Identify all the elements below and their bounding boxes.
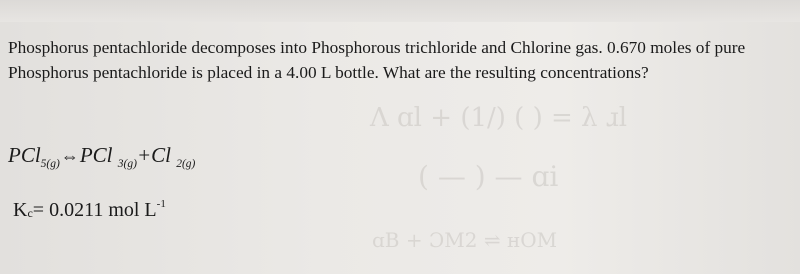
- product1-subscript: 3(g): [117, 158, 137, 170]
- kc-exponent: -1: [156, 198, 166, 210]
- equilibrium-arrow: ⇔: [60, 146, 79, 166]
- product1-formula: PCl: [79, 143, 113, 167]
- bleed-through-mark: ɑB + ƆM2 ⇌ ʜOM: [372, 228, 558, 252]
- product2-formula: Cl: [151, 143, 171, 167]
- kc-value: 0.0211 mol L: [49, 199, 157, 221]
- question-text: Phosphorus pentachloride decomposes into Phosphorous trichloride and Chlorine gas. 0.670 moles of pure Phosphorus pentachloride is placed in a 4.00 L bottle. What are the resulting concentrations?: [8, 38, 746, 82]
- kc-equals: =: [32, 199, 50, 221]
- plus-sign: +: [136, 143, 152, 167]
- equilibrium-constant: [13, 199, 166, 222]
- chemical-equation: [8, 143, 195, 168]
- kc-symbol: K: [13, 199, 28, 221]
- kc-subscript: c: [27, 206, 33, 220]
- paper-top-edge: [0, 0, 800, 22]
- product2-subscript: 2(g): [176, 158, 196, 170]
- reactant-subscript: 5(g): [40, 158, 60, 170]
- bleed-through-mark: Λ ɑl + (1/) ( ) = λ ɹl: [370, 103, 628, 133]
- bleed-through-mark: ( — ) — ɑi: [418, 160, 559, 193]
- reactant-formula: PCl: [8, 143, 41, 167]
